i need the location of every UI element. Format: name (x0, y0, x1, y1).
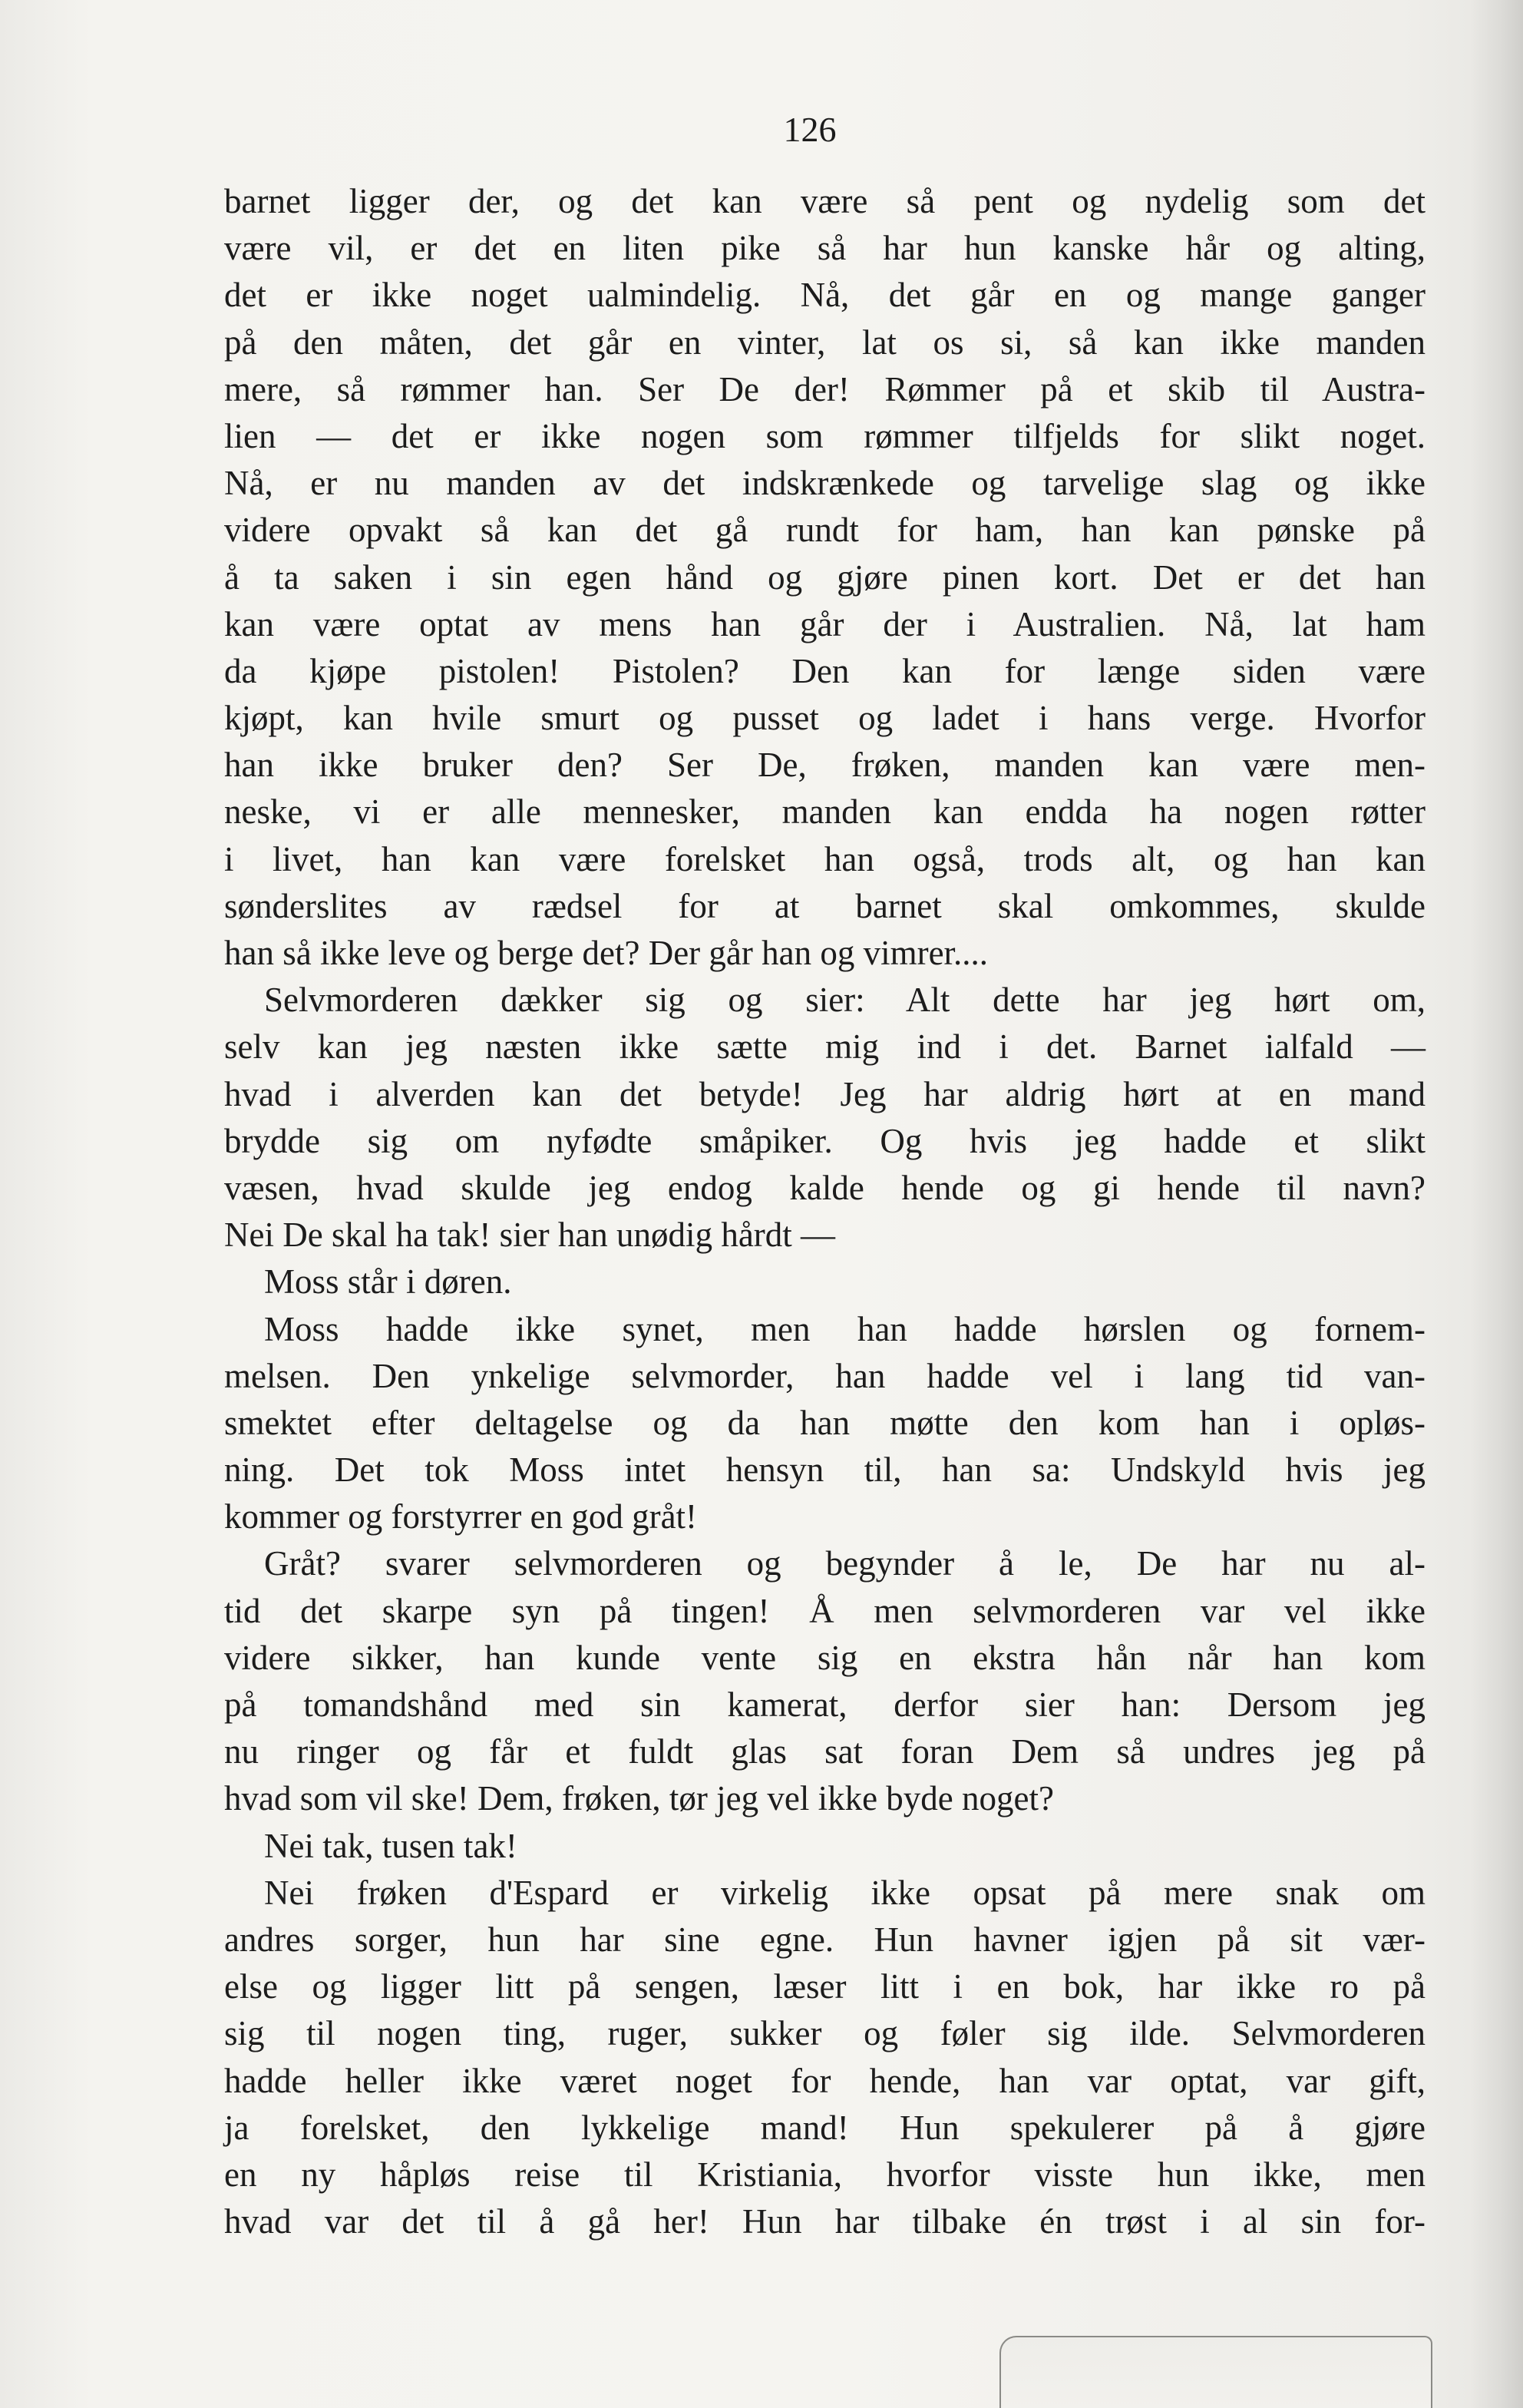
text-line: i livet, han kan være forelsket han også, trods alt, og han kan (224, 839, 1426, 878)
text-line: neske, vi er alle mennesker, manden kan endda ha nogen røtter (224, 792, 1426, 832)
text-line: hvad i alverden kan det betyde! Jeg har aldrig hørt at en mand (224, 1074, 1426, 1113)
text-line: barnet ligger der, og det kan være så pent og nydelig som det (224, 182, 1426, 220)
text-line: væsen, hvad skulde jeg endog kalde hende og gi hende til navn? (224, 1168, 1426, 1207)
text-line: på tomandshånd med sin kamerat, derfor sier han: Dersom jeg (224, 1685, 1426, 1724)
text-line: Moss står i døren. (264, 1262, 512, 1302)
page-number: 126 (783, 110, 837, 149)
text-line: sønderslites av rædsel for at barnet skal omkommes, skulde (224, 886, 1426, 925)
binding-shadow (1469, 0, 1523, 2408)
text-line: hvad var det til å gå her! Hun har tilbake én trøst i al sin for- (224, 2202, 1426, 2241)
text-line: kommer og forstyrrer en god gråt! (224, 1497, 698, 1536)
text-line: smektet efter deltagelse og da han møtte den kom han i opløs- (224, 1403, 1426, 1442)
text-line: videre opvakt så kan det gå rundt for ham, han kan pønske på (224, 511, 1426, 550)
text-line: nu ringer og får et fuldt glas sat foran Dem så undres jeg på (224, 1732, 1426, 1771)
text-line: Gråt? svarer selvmorderen og begynder å le, De har nu al- (264, 1544, 1426, 1583)
text-line: det er ikke noget ualmindelig. Nå, det går en og mange ganger (224, 276, 1426, 315)
text-line: Nei tak, tusen tak! (264, 1826, 517, 1865)
text-line: han ikke bruker den? Ser De, frøken, manden kan være men- (224, 746, 1426, 785)
library-tab (999, 2336, 1432, 2408)
text-line: på den måten, det går en vinter, lat os si, så kan ikke manden (224, 322, 1426, 362)
text-line: videre sikker, han kunde vente sig en ekstra hån når han kom (224, 1638, 1426, 1677)
text-line: Nei frøken d'Espard er virkelig ikke opsat på mere snak om (264, 1873, 1426, 1912)
text-line: å ta saken i sin egen hånd og gjøre pinen kort. Det er det han (224, 557, 1426, 597)
text-line: else og ligger litt på sengen, læser litt i en bok, har ikke ro på (224, 1967, 1426, 2006)
text-line: da kjøpe pistolen! Pistolen? Den kan for længe siden være (224, 651, 1426, 690)
body-text (224, 178, 1426, 2245)
text-line: ning. Det tok Moss intet hensyn til, han sa: Undskyld hvis jeg (224, 1450, 1426, 1490)
text-line: Selvmorderen dækker sig og sier: Alt dette har jeg hørt om, (264, 981, 1426, 1020)
text-line: hvad som vil ske! Dem, frøken, tør jeg vel ikke byde noget? (224, 1779, 1054, 1818)
text-line: tid det skarpe syn på tingen! Å men selvmorderen var vel ikke (224, 1591, 1426, 1630)
text-line: Nei De skal ha tak! sier han unødig hårdt — (224, 1216, 836, 1255)
text-line: sig til nogen ting, ruger, sukker og føler sig ilde. Selvmorderen (224, 2014, 1426, 2053)
text-line: kjøpt, kan hvile smurt og pusset og ladet i hans verge. Hvorfor (224, 699, 1426, 738)
text-line: hadde heller ikke været noget for hende, han var optat, var gift, (224, 2061, 1426, 2100)
text-line: lien — det er ikke nogen som rømmer tilfjelds for slikt noget. (224, 416, 1426, 455)
text-line: andres sorger, hun har sine egne. Hun havner igjen på sit vær- (224, 1920, 1426, 1959)
text-line: melsen. Den ynkelige selvmorder, han hadde vel i lang tid van- (224, 1356, 1426, 1395)
text-line: han så ikke leve og berge det? Der går han og vimrer.... (224, 934, 989, 972)
text-line: Nå, er nu manden av det indskrænkede og tarvelige slag og ikke (224, 464, 1426, 503)
text-line: en ny håpløs reise til Kristiania, hvorfor visste hun ikke, men (224, 2155, 1426, 2194)
text-line: brydde sig om nyfødte småpiker. Og hvis jeg hadde et slikt (224, 1121, 1426, 1160)
text-line: Moss hadde ikke synet, men han hadde hørslen og fornem- (264, 1309, 1426, 1348)
text-line: ja forelsket, den lykkelige mand! Hun spekulerer på å gjøre (224, 2108, 1426, 2147)
text-line: være vil, er det en liten pike så har hun kanske hår og alting, (224, 229, 1426, 268)
text-line: selv kan jeg næsten ikke sætte mig ind i det. Barnet ialfald — (224, 1027, 1426, 1067)
text-line: mere, så rømmer han. Ser De der! Rømmer på et skib til Austra- (224, 369, 1426, 408)
text-line: kan være optat av mens han går der i Australien. Nå, lat ham (224, 604, 1426, 643)
